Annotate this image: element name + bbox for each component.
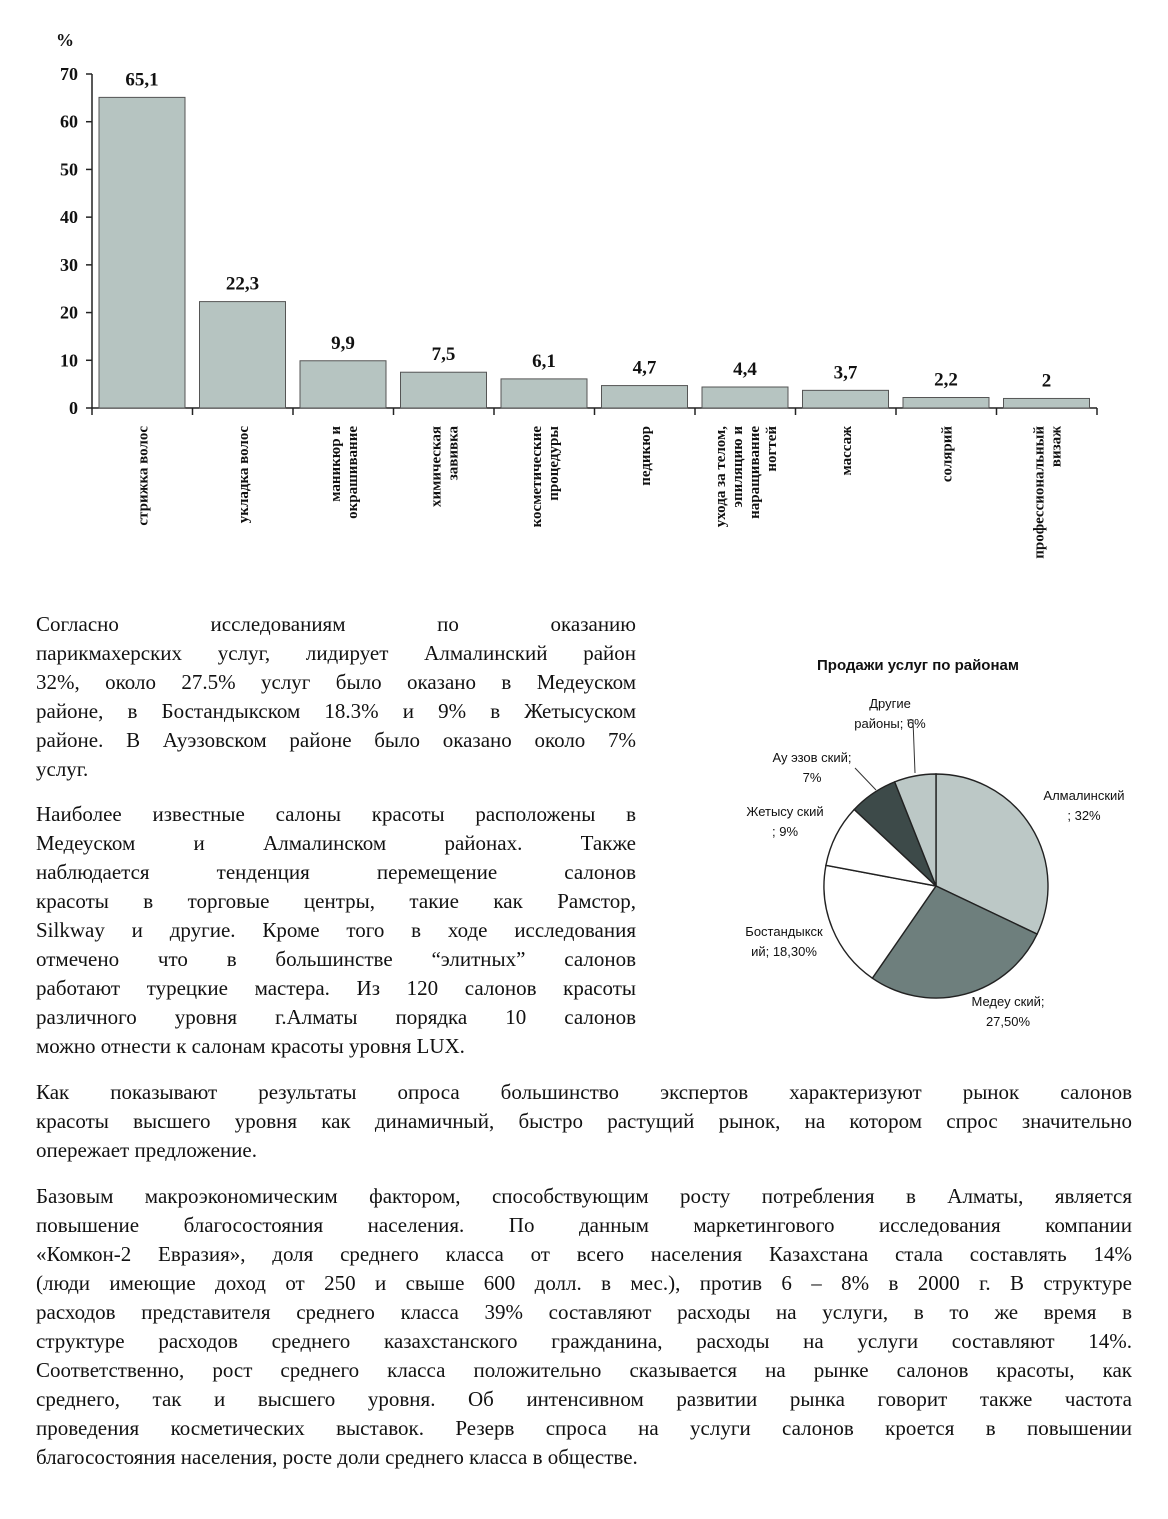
bar-value-label: 2 xyxy=(1041,370,1052,392)
y-axis-label: % xyxy=(56,30,74,50)
bar-value-label: 65,1 xyxy=(125,69,159,91)
pie-slice-label-line: Другие xyxy=(869,696,911,711)
pie-slice-label xyxy=(1043,788,1124,823)
x-category-label-line: ногтей xyxy=(763,426,780,472)
x-category-label-line: косметические xyxy=(528,426,545,528)
y-tick-label: 10 xyxy=(60,350,78,371)
y-tick-label: 20 xyxy=(60,302,78,323)
text-line: наблюдается тенденция перемещение салонов xyxy=(36,860,636,884)
x-category-label-line: стрижка волос xyxy=(135,426,152,526)
bar-value-label: 2,2 xyxy=(934,369,958,391)
pie-slice-label xyxy=(971,994,1044,1029)
x-category-label xyxy=(1031,426,1064,559)
text-line: услуг. xyxy=(36,757,89,781)
services-bar-chart xyxy=(0,0,1168,600)
bar xyxy=(300,361,386,408)
bar-value-label: 6,1 xyxy=(532,350,556,372)
x-category-label-line: завивка xyxy=(445,426,462,481)
text-line: красоты в торговые центры, такие как Рамстор, xyxy=(36,889,636,913)
x-category-label-line: педикюр xyxy=(637,426,654,486)
text-line: красоты высшего уровня как динамичный, быстро растущий рынок, на котором спрос значительно xyxy=(36,1109,1132,1133)
x-category-label xyxy=(939,426,955,482)
pie-slice-label-line: районы; 6% xyxy=(854,716,926,731)
text-line: можно отнести к салонам красоты уровня LUX. xyxy=(36,1034,465,1058)
bar-value-label: 7,5 xyxy=(431,344,456,366)
x-category-label-line: химическая xyxy=(428,426,445,507)
x-category-label xyxy=(236,426,252,524)
text-line: Согласно исследованиям по оказанию xyxy=(36,612,636,636)
pie-slice-label-line: Бостандыкск xyxy=(745,924,823,939)
x-category-label-line: профессиональный xyxy=(1031,426,1048,559)
x-category-label xyxy=(328,426,361,519)
bar-value-label: 3,7 xyxy=(833,362,858,384)
text-line: структуре расходов среднего казахстанского гражданина, расходы на услуги составляют 14%. xyxy=(36,1329,1132,1353)
text-line: отмечено что в большинстве “элитных” салонов xyxy=(36,947,636,971)
bar-value-label: 22,3 xyxy=(225,273,260,295)
pie-slice-label-line: Ау эзов ский; xyxy=(772,750,852,765)
pie-slice-label xyxy=(854,696,926,731)
text-line: Медеуском и Алмалинском районах. Также xyxy=(36,831,636,855)
x-category-label-line: визаж xyxy=(1048,426,1065,468)
y-tick-label: 40 xyxy=(60,207,78,228)
pie-slice-label-line: ий; 18,30% xyxy=(751,944,817,959)
text-line: Базовым макроэкономическим фактором, способствующим росту потребления в Алматы, является xyxy=(36,1184,1132,1208)
pie-slice-label-line: Алмалинский xyxy=(1043,788,1125,803)
pie-slice-label-line: Медеу ский; xyxy=(971,994,1045,1009)
text-line: расходов представителя среднего класса 39% составляют расходы на услуги, в то же время в xyxy=(36,1300,1132,1324)
bar xyxy=(903,398,989,408)
text-line: повышение благосостояния населения. По данным маркетингового исследования компании xyxy=(36,1213,1132,1237)
x-category-label-line: эпиляцию и xyxy=(729,426,746,508)
x-category-label xyxy=(638,426,654,486)
x-category-label xyxy=(428,426,461,507)
text-line: (люди имеющие доход от 250 и свыше 600 долл. в мес.), против 6 – 8% в 2000 г. В структуре xyxy=(36,1271,1132,1295)
bar xyxy=(200,302,286,408)
x-category-label-line: процедуры xyxy=(545,426,562,501)
x-category-label xyxy=(713,426,780,528)
text-line: благосостояния населения, росте доли среднего класса в обществе. xyxy=(36,1445,638,1469)
paragraph-famous-salons xyxy=(36,800,636,1061)
paragraph-district-leaders xyxy=(36,610,636,784)
bar xyxy=(1004,398,1090,408)
pie-slice-label xyxy=(745,924,823,959)
bar-value-label: 4,4 xyxy=(733,359,757,381)
pie-slice-label-line: ; 32% xyxy=(1067,808,1101,823)
y-tick-label: 50 xyxy=(60,159,78,180)
text-line: работают турецкие мастера. Из 120 салонов красоты xyxy=(36,976,636,1000)
y-tick-label: 30 xyxy=(60,254,78,275)
y-tick-label: 70 xyxy=(60,64,78,84)
x-category-label-line: маникюр и xyxy=(327,426,344,502)
text-line: Как показывают результаты опроса большинство экспертов характеризуют рынок салонов xyxy=(36,1080,1132,1104)
x-category-label-line: ухода за телом, xyxy=(712,426,729,528)
text-line: опережает предложение. xyxy=(36,1138,257,1162)
bar xyxy=(401,372,487,408)
x-category-label-line: массаж xyxy=(838,426,855,476)
paragraph-expert-survey xyxy=(36,1078,1132,1165)
text-line: Соответственно, рост среднего класса положительно сказывается на рынке салонов красоты, как xyxy=(36,1358,1132,1382)
pie-slice-label-line: 27,50% xyxy=(985,1014,1031,1029)
pie-title: Продажи услуг по районам xyxy=(817,657,1019,674)
y-tick-label: 0 xyxy=(69,398,78,418)
text-line: 32%, около 27.5% услуг было оказано в Медеуском xyxy=(36,670,636,694)
text-line: проведения косметических выставок. Резерв спроса на услуги салонов кроется в повышении xyxy=(36,1416,1132,1440)
pie-slice-label xyxy=(772,750,851,785)
bar xyxy=(99,97,185,408)
bar-value-label: 9,9 xyxy=(331,332,355,354)
bar-value-label: 4,7 xyxy=(632,357,657,379)
x-category-label xyxy=(529,426,562,528)
x-category-label xyxy=(839,426,855,476)
pie-slice-label xyxy=(746,804,823,839)
text-line: районе. В Ауэзовском районе было оказано около 7% xyxy=(36,728,636,752)
text-line: районе, в Бостандыкском 18.3% и 9% в Жетысуском xyxy=(36,699,636,723)
bar xyxy=(602,386,688,408)
bar xyxy=(702,387,788,408)
y-tick-label: 60 xyxy=(60,111,78,132)
pie-slice-label-line: ; 9% xyxy=(771,824,799,839)
leader-line xyxy=(855,768,876,790)
pie-slice-label-line: Жетысу ский xyxy=(746,804,824,819)
x-category-label-line: наращивание xyxy=(746,426,763,519)
text-line: различного уровня г.Алматы порядка 10 салонов xyxy=(36,1005,636,1029)
bar xyxy=(803,390,889,408)
x-category-label xyxy=(135,426,151,526)
pie-slice-label-line: 7% xyxy=(802,770,822,785)
bar xyxy=(501,379,587,408)
text-line: Наиболее известные салоны красоты расположены в xyxy=(36,802,636,826)
text-line: «Комкон-2 Евразия», доля среднего класса от всего населения Казахстана стала составлять 14% xyxy=(36,1242,1132,1266)
paragraph-macro-factors xyxy=(36,1182,1132,1472)
text-line: Silkway и другие. Кроме того в ходе исследования xyxy=(36,918,636,942)
x-category-label-line: солярий xyxy=(939,426,956,483)
text-line: парикмахерских услуг, лидирует Алмалинский район xyxy=(36,641,636,665)
x-category-label-line: укладка волос xyxy=(235,426,252,524)
district-sales-pie-chart xyxy=(700,640,1140,1040)
x-category-label-line: окрашивание xyxy=(344,426,361,519)
text-line: среднего, так и высшего уровня. Об интенсивном развитии рынка говорит также частота xyxy=(36,1387,1132,1411)
